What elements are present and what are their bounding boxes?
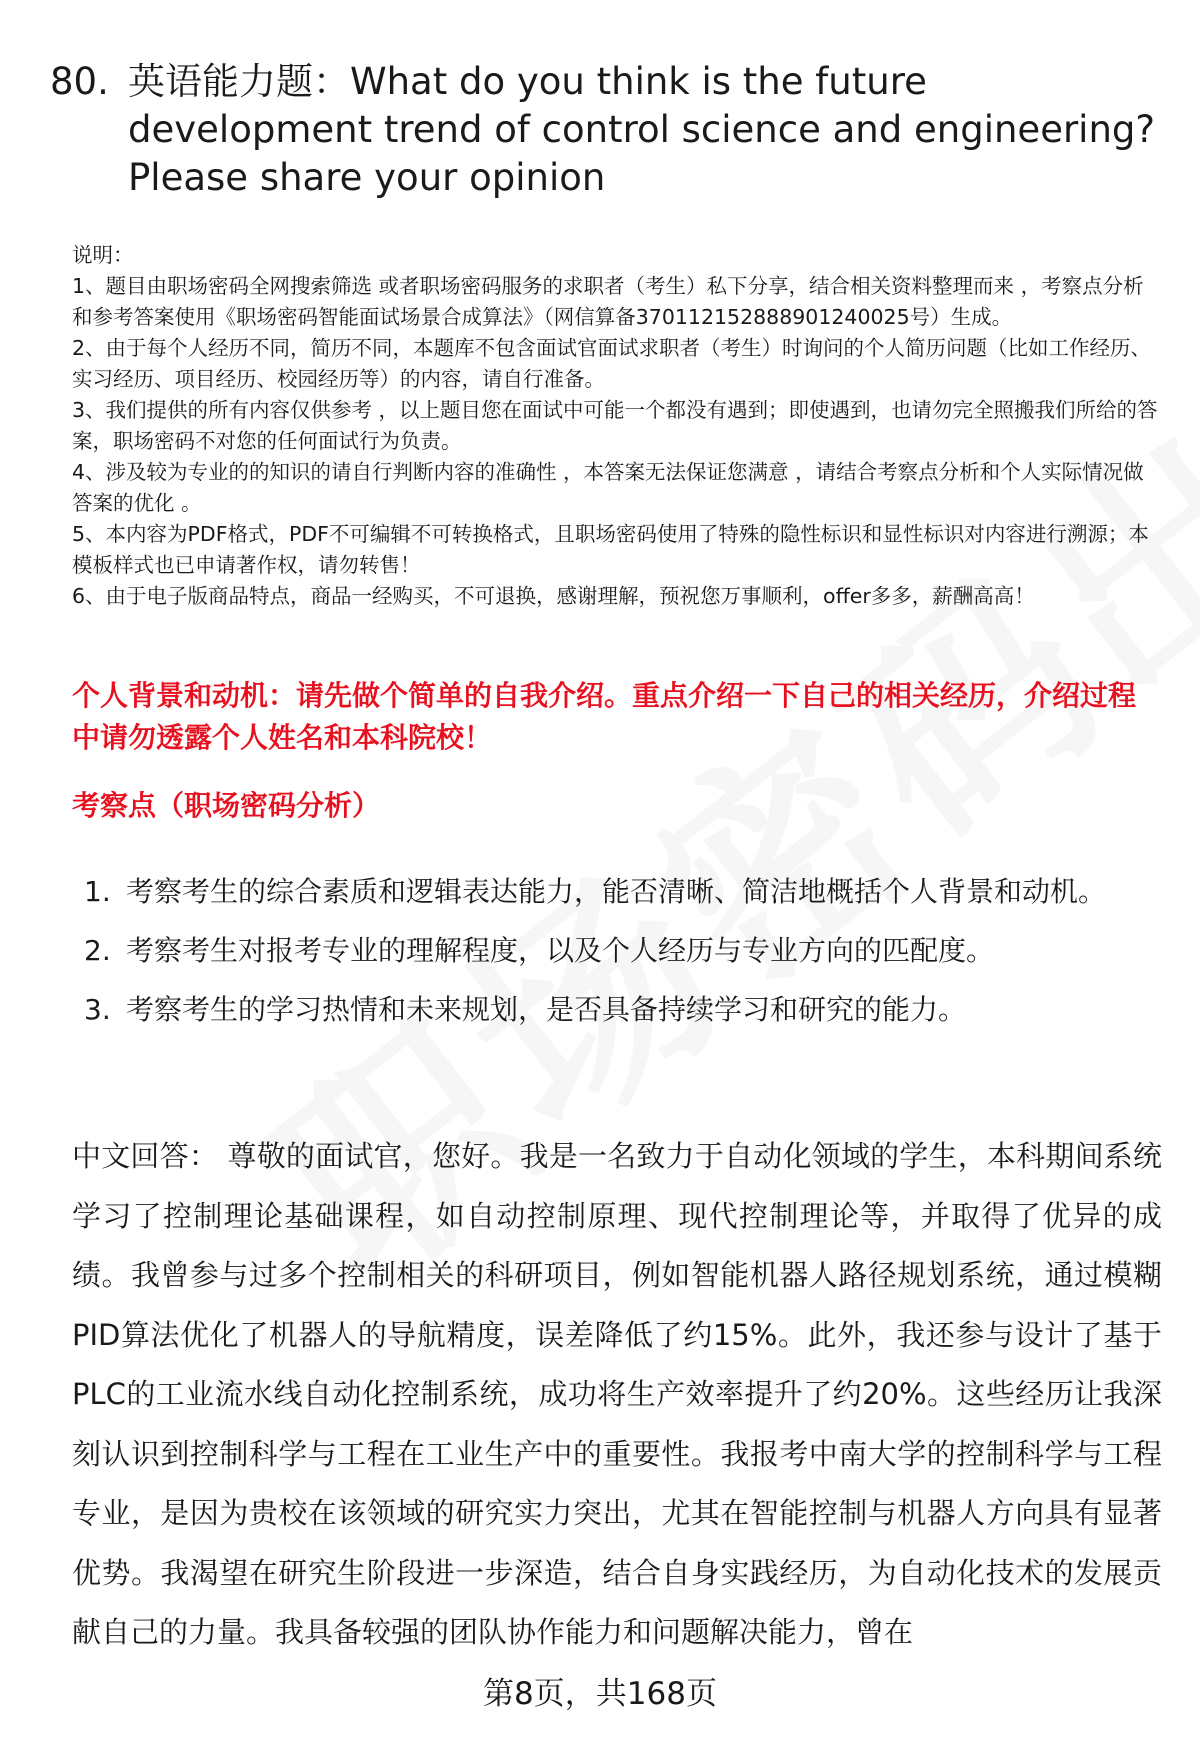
question-text: 英语能力题：What do you think is the future development trend of control science and engineering? Please share your opinion	[128, 60, 1156, 199]
list-item	[84, 921, 1134, 980]
list-item	[84, 862, 1134, 921]
note-item: 5、本内容为PDF格式，PDF不可编辑不可转换格式，且职场密码使用了特殊的隐性标识和显性标识对内容进行溯源；本模板样式也已申请著作权，请勿转售！	[72, 522, 1149, 577]
list-item	[84, 980, 1134, 1039]
note-item: 4、涉及较为专业的的知识的请自行判断内容的准确性 ，本答案无法保证您满意 ，请结合考察点分析和个人实际情况做答案的优化 。	[72, 460, 1144, 515]
note-item: 2、由于每个人经历不同，简历不同，本题库不包含面试官面试求职者（考生）时询问的个人简历问题（比如工作经历、实习经历、项目经历、校园经历等）的内容，请自行准备。	[72, 336, 1152, 391]
point-text: 考察考生对报考专业的理解程度，以及个人经历与专业方向的匹配度。	[126, 934, 995, 967]
notes-block	[72, 240, 1162, 612]
notes-heading: 说明：	[72, 243, 134, 267]
point-number: 2.	[84, 934, 111, 967]
analysis-points	[84, 862, 1134, 1039]
note-item: 3、我们提供的所有内容仅供参考 ，以上题目您在面试中可能一个都没有遇到；即使遇到，也请勿完全照搬我们所给的答案，职场密码不对您的任何面试行为负责。	[72, 398, 1158, 453]
analysis-heading: 考察点（职场密码分析）	[72, 789, 381, 822]
question-number: 80.	[50, 60, 109, 103]
point-number: 3.	[84, 993, 111, 1026]
note-item: 1、题目由职场密码全网搜索筛选 或者职场密码服务的求职者（考生）私下分享，结合相关资料整理而来 ，考察点分析和参考答案使用《职场密码智能面试场景合成算法》（网信算备370112152888901240025号）生成。	[72, 274, 1144, 329]
point-number: 1.	[84, 875, 111, 908]
page-footer: 第8页，共168页	[483, 1676, 717, 1712]
point-text: 考察考生的学习热情和未来规划，是否具备持续学习和研究的能力。	[126, 993, 967, 1026]
note-item: 6、由于电子版商品特点，商品一经购买，不可退换，感谢理解，预祝您万事顺利，offer多多，薪酬高高！	[72, 584, 1035, 608]
question-title	[50, 58, 1160, 202]
point-text: 考察考生的综合素质和逻辑表达能力，能否清晰、简洁地概括个人背景和动机。	[126, 875, 1107, 908]
section-question: 个人背景和动机：请先做个简单的自我介绍。重点介绍一下自己的相关经历，介绍过程中请勿透露个人姓名和本科院校！	[72, 679, 1137, 754]
answer-paragraph: 中文回答： 尊敬的面试官，您好。我是一名致力于自动化领域的学生，本科期间系统学习了控制理论基础课程，如自动控制原理、现代控制理论等，并取得了优异的成绩。我曾参与过多个控制相关的科研项目，例如智能机器人路径规划系统，通过模糊PID算法优化了机器人的导航精度，误差降低了约15%。此外，我还参与设计了基于PLC的工业流水线自动化控制系统，成功将生产效率提升了约20%。这些经历让我深刻认识到控制科学与工程在工业生产中的重要性。我报考中南大学的控制科学与工程专业，是因为贵校在该领域的研究实力突出，尤其在智能控制与机器人方向具有显著优势。我渴望在研究生阶段进一步深造，结合自身实践经历，为自动化技术的发展贡献自己的力量。我具备较强的团队协作能力和问题解决能力，曾在	[72, 1139, 1162, 1649]
